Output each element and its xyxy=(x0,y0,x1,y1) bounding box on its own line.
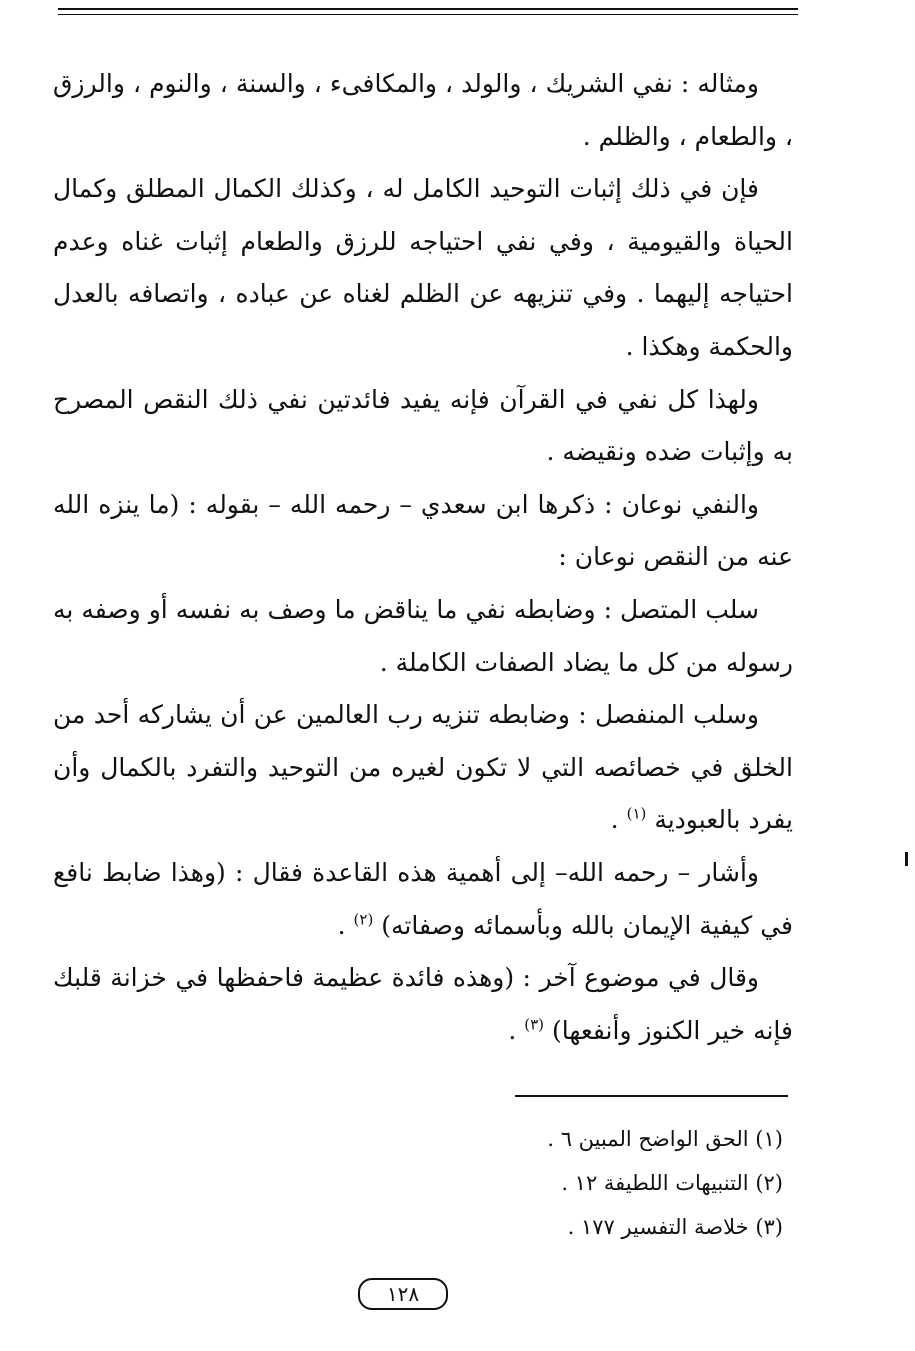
header-rule-thick xyxy=(58,8,798,10)
page-number xyxy=(358,1278,448,1310)
footnote-separator xyxy=(515,1095,788,1097)
paragraph-text: وقال في موضوع آخر : (وهذه فائدة عظيمة فاحفظها في خزانة قلبك فإنه خير الكنوز وأنفعها) xyxy=(53,963,793,1045)
footnotes xyxy=(283,1117,783,1249)
paragraph: فإن في ذلك إثبات التوحيد الكامل له ، وكذلك الكمال المطلق وكمال الحياة والقيومية ، وفي نفي احتياجه للرزق والطعام إثبات غناه وعدم احتياجه إليهما . وفي تنزيهه عن الظلم لغناه عن عباده ، واتصافه بالعدل والحكمة وهكذا . xyxy=(53,174,793,361)
paragraph xyxy=(53,952,793,1057)
footnote: (٣) خلاصة التفسير ١٧٧ . xyxy=(567,1215,783,1239)
scan-edge-mark xyxy=(905,852,908,866)
footnote: (١) الحق الواضح المبين ٦ . xyxy=(547,1127,783,1151)
paragraph-text: وأشار – رحمه الله– إلى أهمية هذه القاعدة فقال : (وهذا ضابط نافع في كيفية الإيمان بالله وبأسمائه وصفاته) xyxy=(53,857,793,940)
paragraph: سلب المتصل : وضابطه نفي ما يناقض ما وصف به نفسه أو وصفه به رسوله من كل ما يضاد الصفات الكاملة . xyxy=(53,594,793,677)
footnote-ref[interactable]: (٣) xyxy=(524,1015,544,1034)
footnote: (٢) التنبيهات اللطيفة ١٢ . xyxy=(561,1171,783,1195)
paragraph-text: وسلب المنفصل : وضابطه تنزيه رب العالمين عن أن يشاركه أحد من الخلق في خصائصه التي لا تكون لغيره من التوحيد والتفرد بالكمال وأن يفرد بالعبودية xyxy=(53,700,793,835)
punctuation: . xyxy=(337,910,346,940)
footnote-ref[interactable]: (٢) xyxy=(353,910,374,929)
punctuation: . xyxy=(610,805,619,835)
paragraph: والنفي نوعان : ذكرها ابن سعدي – رحمه الله – بقوله : (ما ينزه الله عنه من النقص نوعان : xyxy=(53,489,793,572)
punctuation: . xyxy=(508,1015,517,1045)
footnote-ref[interactable]: (١) xyxy=(626,804,647,823)
paragraph xyxy=(53,689,793,847)
main-text xyxy=(53,58,793,1057)
header-rule-thin xyxy=(58,14,798,15)
page-number-label: ١٢٨ xyxy=(386,1282,420,1306)
paragraph: ولهذا كل نفي في القرآن فإنه يفيد فائدتين نفي ذلك النقص المصرح به وإثبات ضده ونقيضه . xyxy=(53,384,793,467)
paragraph: ومثاله : نفي الشريك ، والولد ، والمكافىء ، والسنة ، والنوم ، والرزق ، والطعام ، والظلم . xyxy=(53,69,793,151)
paragraph xyxy=(53,847,793,952)
